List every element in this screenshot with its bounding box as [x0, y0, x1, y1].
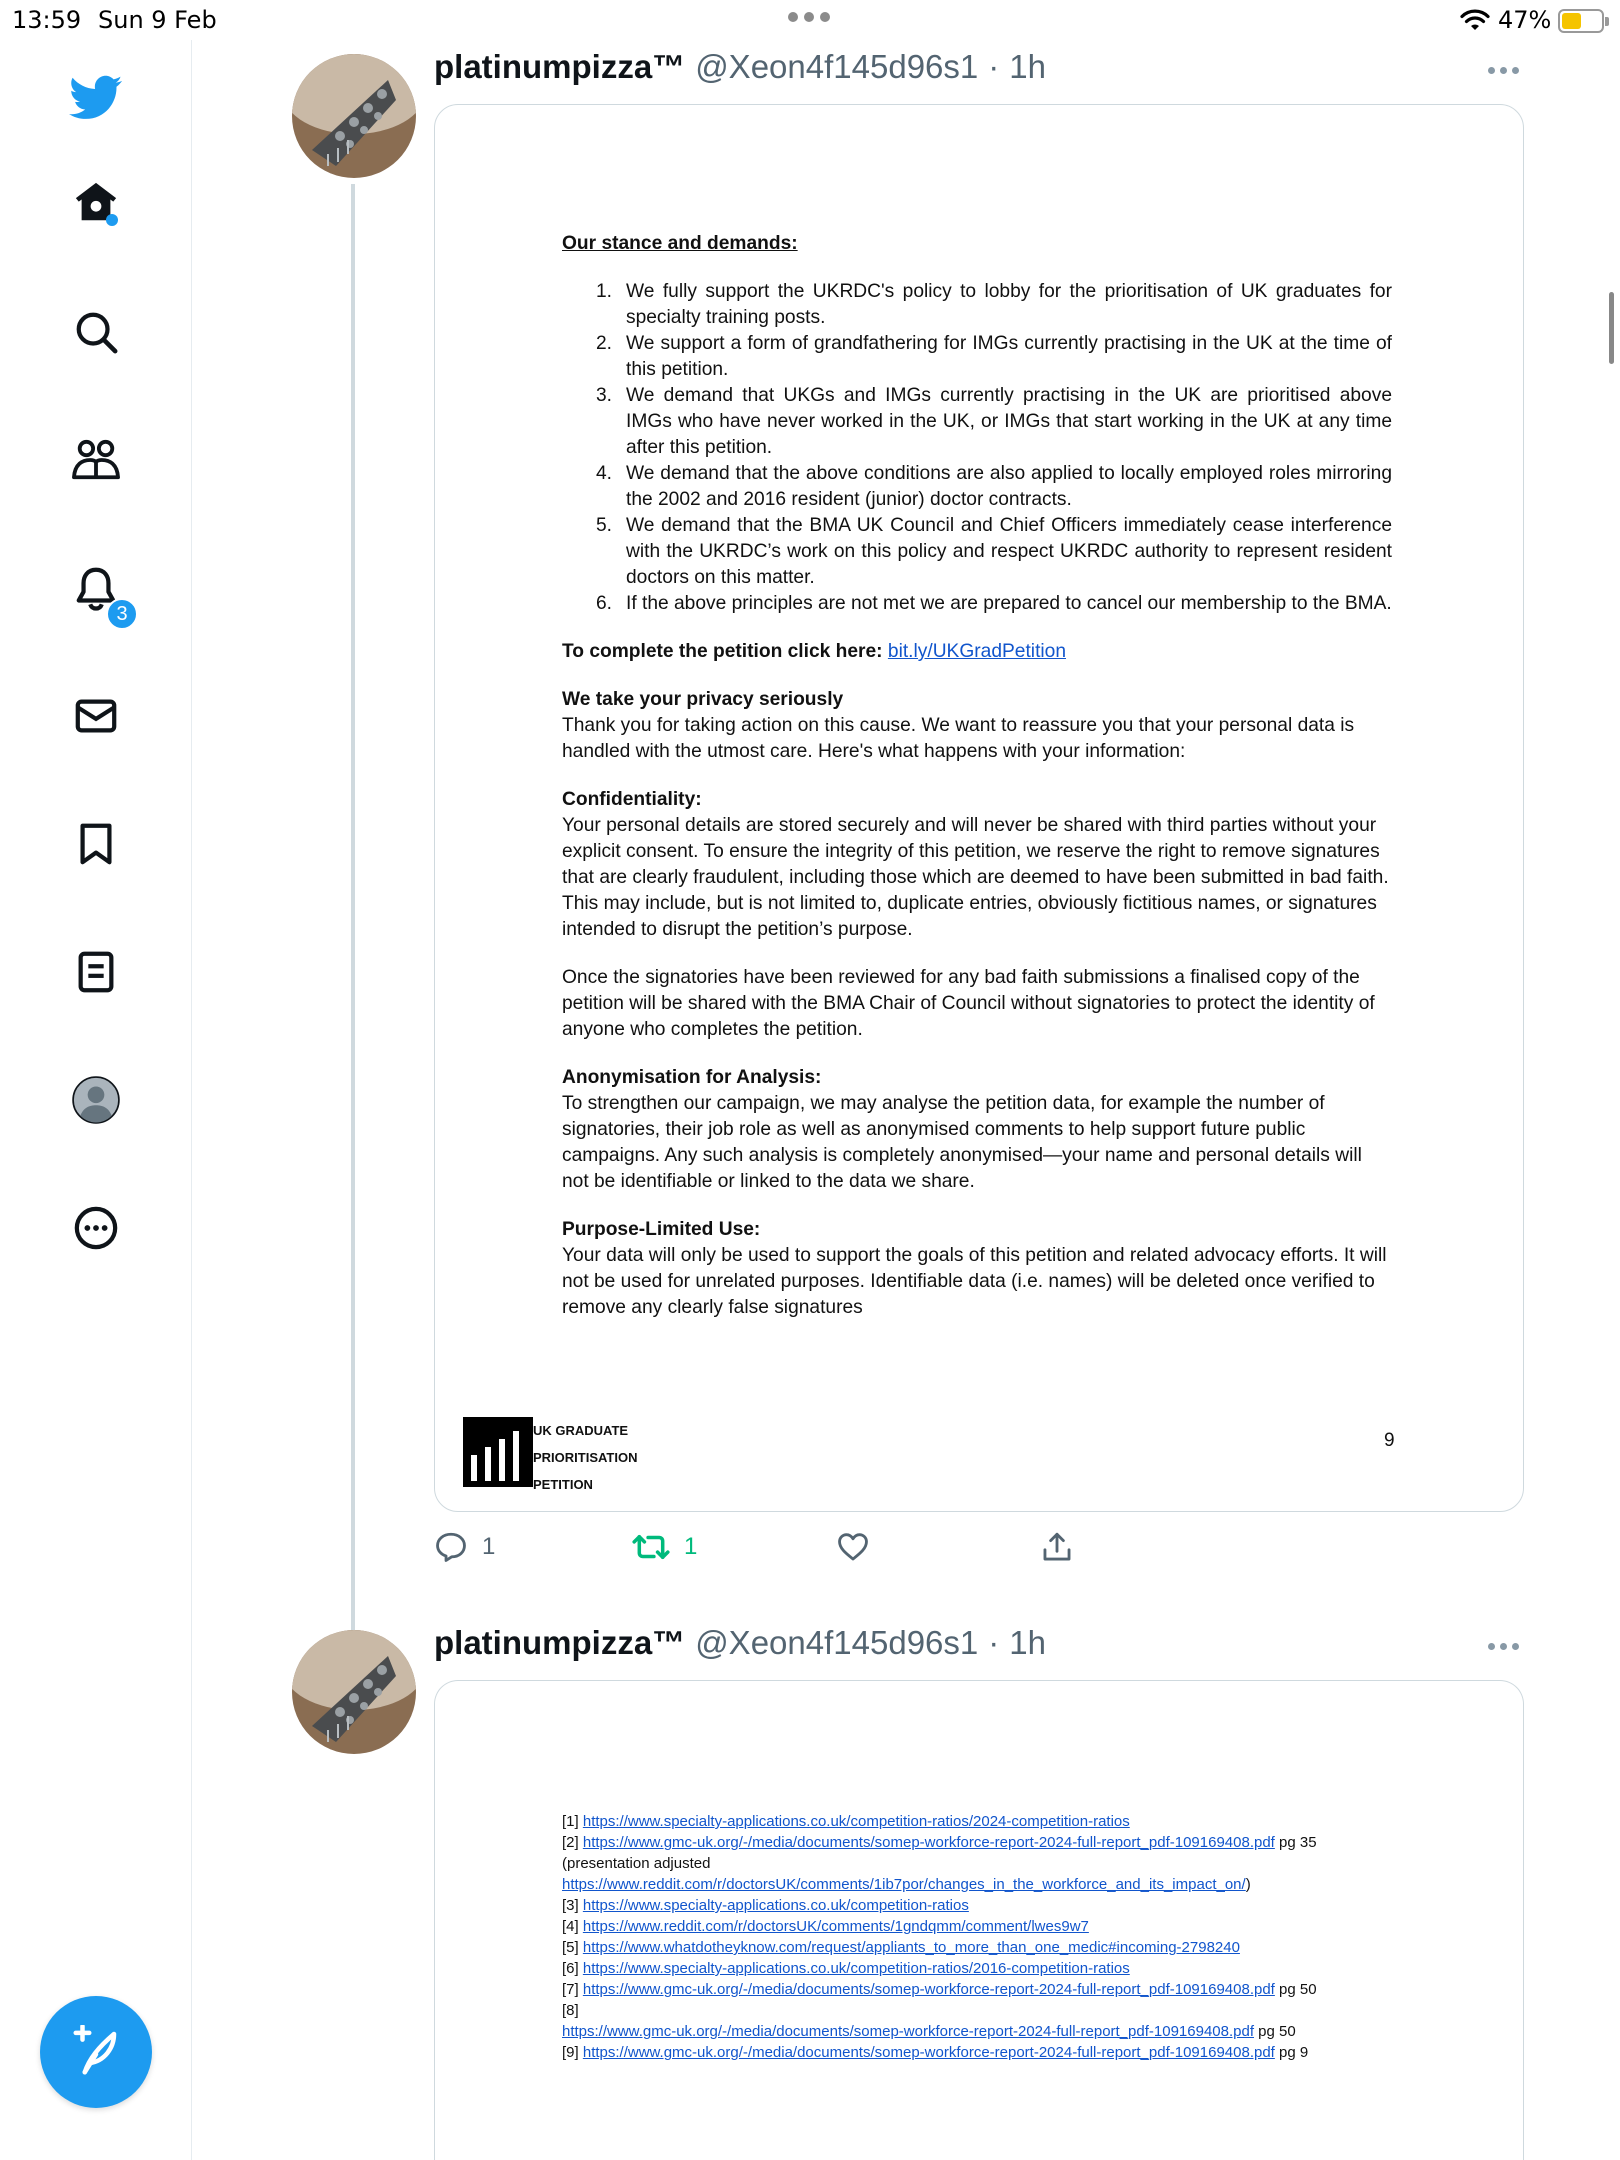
reply-icon	[434, 1530, 468, 1564]
ref-label: [5]	[562, 1939, 583, 1956]
purpose-text: Your data will only be used to support the goals of this petition and related advocacy efforts. It will not be used for unrelated purposes. Identifiable data (i.e. names) will be deleted once verified to remove any clearly false signatures	[562, 1245, 1387, 1318]
header-separator: ·	[988, 48, 1000, 85]
bookmark-icon[interactable]	[66, 814, 126, 874]
list-item: 4. We demand that the above conditions are also applied to locally employed roles mirroring the 2002 and 2016 resident (junior) doctor contracts.	[595, 463, 1392, 510]
references-list	[562, 1811, 1392, 2063]
confidentiality-section	[562, 787, 1392, 943]
author-name[interactable]: platinumpizza™	[434, 48, 686, 85]
ref-link[interactable]: https://www.gmc-uk.org/-/media/documents/somep-workforce-report-2024-full-report_pdf-109169408.pdf	[582, 2044, 1275, 2061]
ref-label: [1]	[562, 1813, 583, 1830]
reply-count: 1	[482, 1533, 496, 1560]
page-number: 9	[1384, 1430, 1395, 1451]
ref-link[interactable]: https://www.gmc-uk.org/-/media/documents/somep-workforce-report-2024-full-report_pdf-109169408.pdf	[562, 2023, 1254, 2040]
list-item	[562, 2042, 1392, 2063]
twitter-bird-icon[interactable]	[66, 68, 126, 128]
ref-link[interactable]: https://www.reddit.com/r/doctorsUK/comments/1gndqmm/comment/lwes9w7	[582, 1918, 1089, 1935]
ref-link[interactable]: https://www.gmc-uk.org/-/media/documents/somep-workforce-report-2024-full-report_pdf-109169408.pdf	[582, 1834, 1275, 1851]
ref-link[interactable]: https://www.specialty-applications.co.uk/competition-ratios	[582, 1897, 969, 1914]
ref-link[interactable]: https://www.reddit.com/r/doctorsUK/comments/1ib7por/changes_in_the_workforce_and_its_impact_on/	[562, 1876, 1246, 1893]
sidebar	[0, 40, 192, 2160]
scrollbar[interactable]	[1609, 292, 1614, 364]
home-unread-dot	[106, 214, 118, 226]
battery-percent: 47%	[1498, 6, 1552, 34]
author-handle[interactable]: @Xeon4f145d96s1	[695, 48, 979, 85]
list-item	[562, 1937, 1392, 1958]
retweet-icon	[632, 1530, 670, 1564]
retweet-count: 1	[684, 1533, 698, 1560]
author-name[interactable]: platinumpizza™	[434, 1624, 686, 1661]
heart-icon	[836, 1530, 870, 1564]
list-item	[562, 1895, 1392, 1916]
ref-label: (presentation adjusted	[562, 1855, 711, 1872]
like-button[interactable]	[836, 1530, 870, 1564]
ref-label: [2]	[562, 1834, 583, 1851]
notifications-badge: 3	[106, 598, 138, 630]
ref-suffix: pg 35	[1274, 1834, 1317, 1851]
wifi-icon	[1460, 8, 1490, 32]
logo-line-3: PETITION	[533, 1477, 593, 1492]
status-time: 13:59	[12, 6, 82, 34]
header-separator: ·	[988, 1624, 1000, 1661]
communities-icon[interactable]	[66, 430, 126, 490]
status-bar	[0, 0, 1620, 40]
list-item: 3. We demand that UKGs and IMGs currently practising in the UK are prioritised above IMGs who have never worked in the UK, or IMGs that start working in the UK at any time after this petition.	[595, 385, 1392, 458]
ref-label: [4]	[562, 1918, 583, 1935]
list-item	[562, 1916, 1392, 1937]
anonymisation-text: To strengthen our campaign, we may analyse the petition data, for example the number of signatories, their job role as well as anonymised comments to help support future public campaigns. Any such analysis is completely anonymised—your name and personal details will not be identifiable or linked to the data we share.	[562, 1093, 1362, 1192]
list-item: 2. We support a form of grandfathering for IMGs currently practising in the UK at the time of this petition.	[595, 333, 1392, 380]
purpose-section	[562, 1217, 1392, 1321]
ref-suffix: pg 9	[1274, 2044, 1309, 2061]
reply-button[interactable]	[434, 1530, 495, 1564]
ref-label: [7]	[562, 1981, 583, 1998]
thread-connector-line	[351, 184, 355, 1634]
list-item	[562, 1832, 1392, 1853]
ref-link[interactable]: https://www.specialty-applications.co.uk/competition-ratios/2024-competition-ratios	[582, 1813, 1130, 1830]
list-icon[interactable]	[66, 942, 126, 1002]
privacy-text: Thank you for taking action on this cause. We want to reassure you that your personal data is handled with the utmost care. Here's what happens with your information:	[562, 715, 1355, 762]
anonymisation-section	[562, 1065, 1392, 1195]
ref-link[interactable]: https://www.whatdotheyknow.com/request/appliants_to_more_than_one_medic#incoming-2798240	[582, 1939, 1240, 1956]
list-item: 5. We demand that the BMA UK Council and Chief Officers immediately cease interference with the UKRDC’s work on this policy and respect UKRDC authority to represent resident doctors on this matter.	[595, 515, 1392, 588]
tweet-actions	[434, 1530, 1524, 1578]
logo-line-1: UK GRADUATE	[533, 1423, 629, 1438]
share-icon	[1040, 1530, 1074, 1564]
logo-line-2: PRIORITISATION	[533, 1450, 638, 1465]
stance-heading: Our stance and demands:	[562, 233, 798, 254]
more-circle-icon[interactable]	[66, 1198, 126, 1258]
ref-link[interactable]: https://www.gmc-uk.org/-/media/documents/somep-workforce-report-2024-full-report_pdf-109169408.pdf	[582, 1981, 1275, 1998]
privacy-heading: We take your privacy seriously	[562, 689, 844, 710]
ref-suffix: pg 50	[1254, 2023, 1296, 2040]
tweet-more-icon[interactable]	[1488, 67, 1519, 74]
list-item	[562, 1979, 1392, 2000]
list-item	[562, 1811, 1392, 1832]
tweet-media-image[interactable]	[434, 104, 1524, 1512]
list-item	[562, 1853, 1392, 1874]
ref-label: [3]	[562, 1897, 583, 1914]
petition-line	[562, 639, 1392, 665]
tweet-time[interactable]: 1h	[1009, 48, 1046, 85]
anonymisation-heading: Anonymisation for Analysis:	[562, 1067, 822, 1088]
avatar-icon[interactable]	[66, 1070, 126, 1130]
avatar[interactable]	[292, 1630, 416, 1754]
search-icon[interactable]	[66, 302, 126, 362]
review-text: Once the signatories have been reviewed for any bad faith submissions a finalised copy of the petition will be shared with the BMA Chair of Council without signatories to protect the identity of anyone who completes the petition.	[562, 967, 1375, 1040]
list-item: 1. We fully support the UKRDC's policy to lobby for the prioritisation of UK graduates for specialty training posts.	[595, 281, 1392, 328]
compose-feather-icon[interactable]	[40, 1996, 152, 2108]
share-button[interactable]	[1040, 1530, 1074, 1564]
petition-link[interactable]: bit.ly/UKGradPetition	[887, 641, 1066, 662]
multitasking-dots-icon[interactable]	[788, 12, 830, 22]
ref-link[interactable]: https://www.specialty-applications.co.uk/competition-ratios/2016-competition-ratios	[582, 1960, 1130, 1977]
author-handle[interactable]: @Xeon4f145d96s1	[695, 1624, 979, 1661]
ref-label: [6]	[562, 1960, 583, 1977]
document-page	[562, 231, 1392, 1321]
tweet-more-icon[interactable]	[1488, 1643, 1519, 1650]
tweet-media-image[interactable]	[434, 1680, 1524, 2160]
tweet-header	[434, 48, 1046, 86]
battery-icon	[1558, 9, 1604, 33]
tweet-time[interactable]: 1h	[1009, 1624, 1046, 1661]
status-date: Sun 9 Feb	[98, 6, 217, 34]
ref-suffix: pg 50	[1274, 1981, 1317, 1998]
petition-label: To complete the petition click here:	[562, 641, 883, 662]
privacy-section	[562, 687, 1392, 765]
tweet-header	[434, 1624, 1046, 1662]
list-item	[562, 1958, 1392, 1979]
ref-label: [9]	[562, 2044, 583, 2061]
list-item	[562, 2021, 1392, 2042]
ref-label: [8]	[562, 2002, 579, 2019]
retweet-button[interactable]	[632, 1530, 697, 1564]
avatar[interactable]	[292, 54, 416, 178]
confidentiality-text: Your personal details are stored securely and will never be shared with third parties without your explicit consent. To ensure the integrity of this petition, we reserve the right to remove signatures that are clearly fraudulent, including those which are deemed to have been submitted in bad faith. This may include, but is not limited to, duplicate entries, obviously fictitious names, or signatures intended to disrupt the petition’s purpose.	[562, 815, 1389, 940]
mail-icon[interactable]	[66, 686, 126, 746]
list-item	[562, 1874, 1392, 1895]
purpose-heading: Purpose-Limited Use:	[562, 1219, 761, 1240]
list-item	[562, 2000, 1392, 2021]
ref-suffix: )	[1245, 1876, 1251, 1893]
demands-list	[562, 279, 1392, 617]
petition-logo	[463, 1417, 663, 1492]
list-item: 6. If the above principles are not met we are prepared to cancel our membership to the BMA.	[595, 593, 1392, 614]
confidentiality-heading: Confidentiality:	[562, 789, 702, 810]
